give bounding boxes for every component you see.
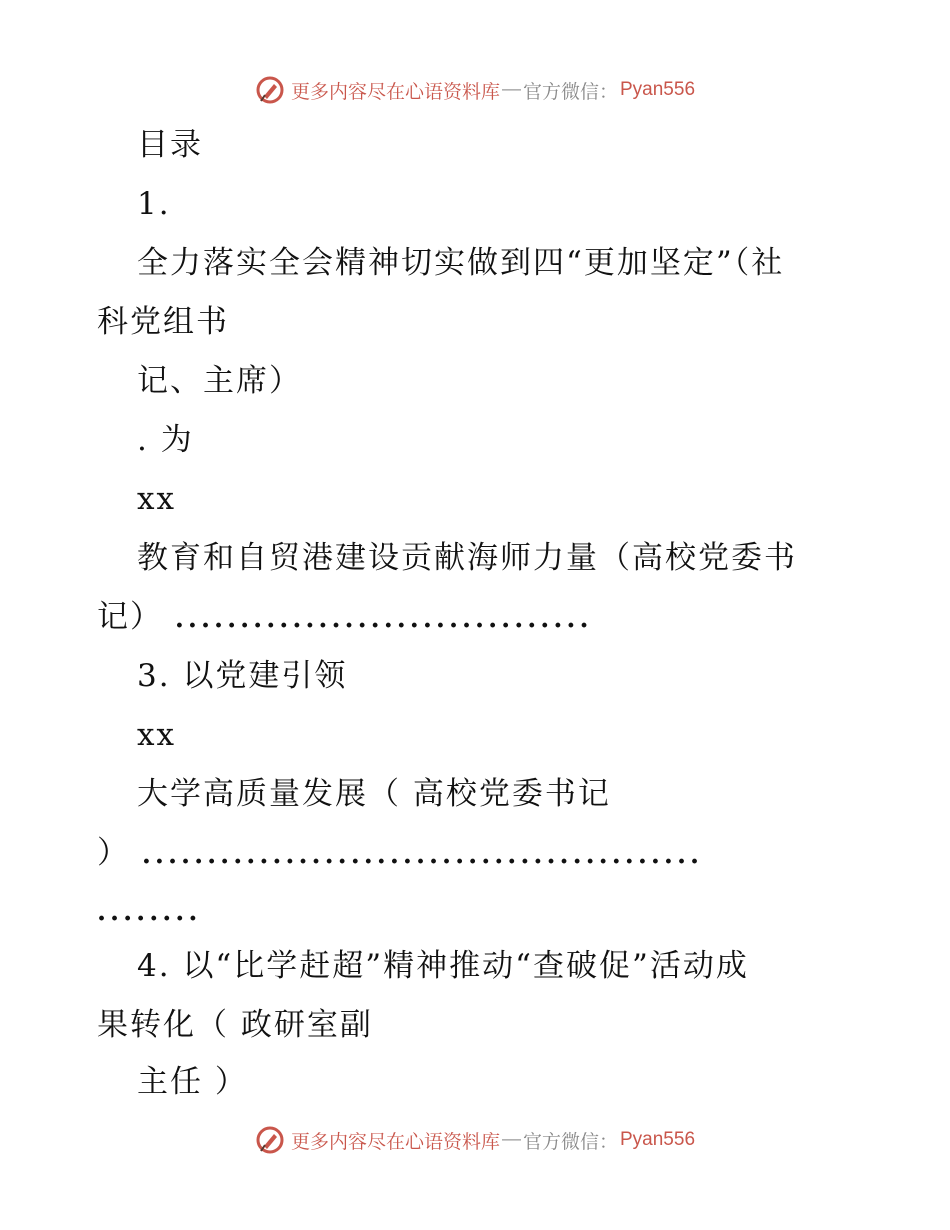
toc-item-4-title-line2: 果转化（ 政研室副	[97, 1007, 373, 1043]
toc-item-1-title-line2: 科党组书	[97, 304, 229, 340]
watermark-wechat-label: 官方微信：	[522, 81, 618, 103]
toc-item-4-title-line1: 以“比学赶超”精神推动“查破促”活动成	[182, 948, 749, 984]
toc-item-4-heading	[137, 946, 749, 986]
toc-item-3-leader-dots-continued: ........	[97, 897, 202, 927]
toc-item-1-title-line3: 记、主席）	[137, 363, 302, 399]
toc-item-1-number: 1.	[137, 186, 171, 222]
toc-item-2-heading	[137, 420, 194, 460]
toc-title: 目录	[137, 127, 203, 163]
toc-item-3-title-prefix: 以党建引领	[182, 658, 348, 694]
toc-item-3-title-line2: ）	[97, 835, 130, 871]
watermark-site-text: 更多内容尽在心语资料库	[290, 1131, 500, 1153]
toc-item-2-title-prefix: 为	[160, 422, 194, 458]
toc-item-3-number: 3.	[137, 658, 171, 694]
toc-item-2-leader-dots: ................................	[174, 604, 593, 634]
toc-item-4-number: 4.	[137, 948, 171, 984]
watermark-separator: —	[501, 1129, 521, 1150]
toc-item-4-title-line3: 主任 ）	[137, 1064, 248, 1100]
toc-item-2-number: .	[137, 422, 149, 458]
toc-item-2-xx: xx	[137, 481, 176, 517]
toc-item-3-title-line2-row	[97, 833, 703, 875]
toc-item-2-title-line2-row	[97, 597, 593, 639]
toc-item-3-title-line1: 大学高质量发展（ 高校党委书记	[137, 776, 611, 812]
watermark-wechat-id: Pyan556	[620, 79, 696, 100]
toc-item-2-title-line1: 教育和自贸港建设贡献海师力量（高校党委书	[137, 540, 797, 576]
pen-nib-circle-icon	[255, 1125, 285, 1155]
watermark-wechat-label: 官方微信：	[522, 1131, 618, 1153]
watermark-wechat-id: Pyan556	[620, 1129, 696, 1150]
toc-item-3-leader-dots: ...........................................	[141, 840, 704, 870]
toc-item-3-xx: xx	[137, 717, 176, 753]
toc-item-2-title-line2: 记）	[97, 599, 163, 635]
watermark-separator: —	[501, 79, 521, 100]
watermark-banner-bottom	[0, 1120, 950, 1160]
watermark-site-text: 更多内容尽在心语资料库	[290, 81, 500, 103]
toc-item-3-heading	[137, 656, 347, 696]
toc-item-1-title-line1: 全力落实全会精神切实做到四“更加坚定”（社	[137, 245, 785, 281]
